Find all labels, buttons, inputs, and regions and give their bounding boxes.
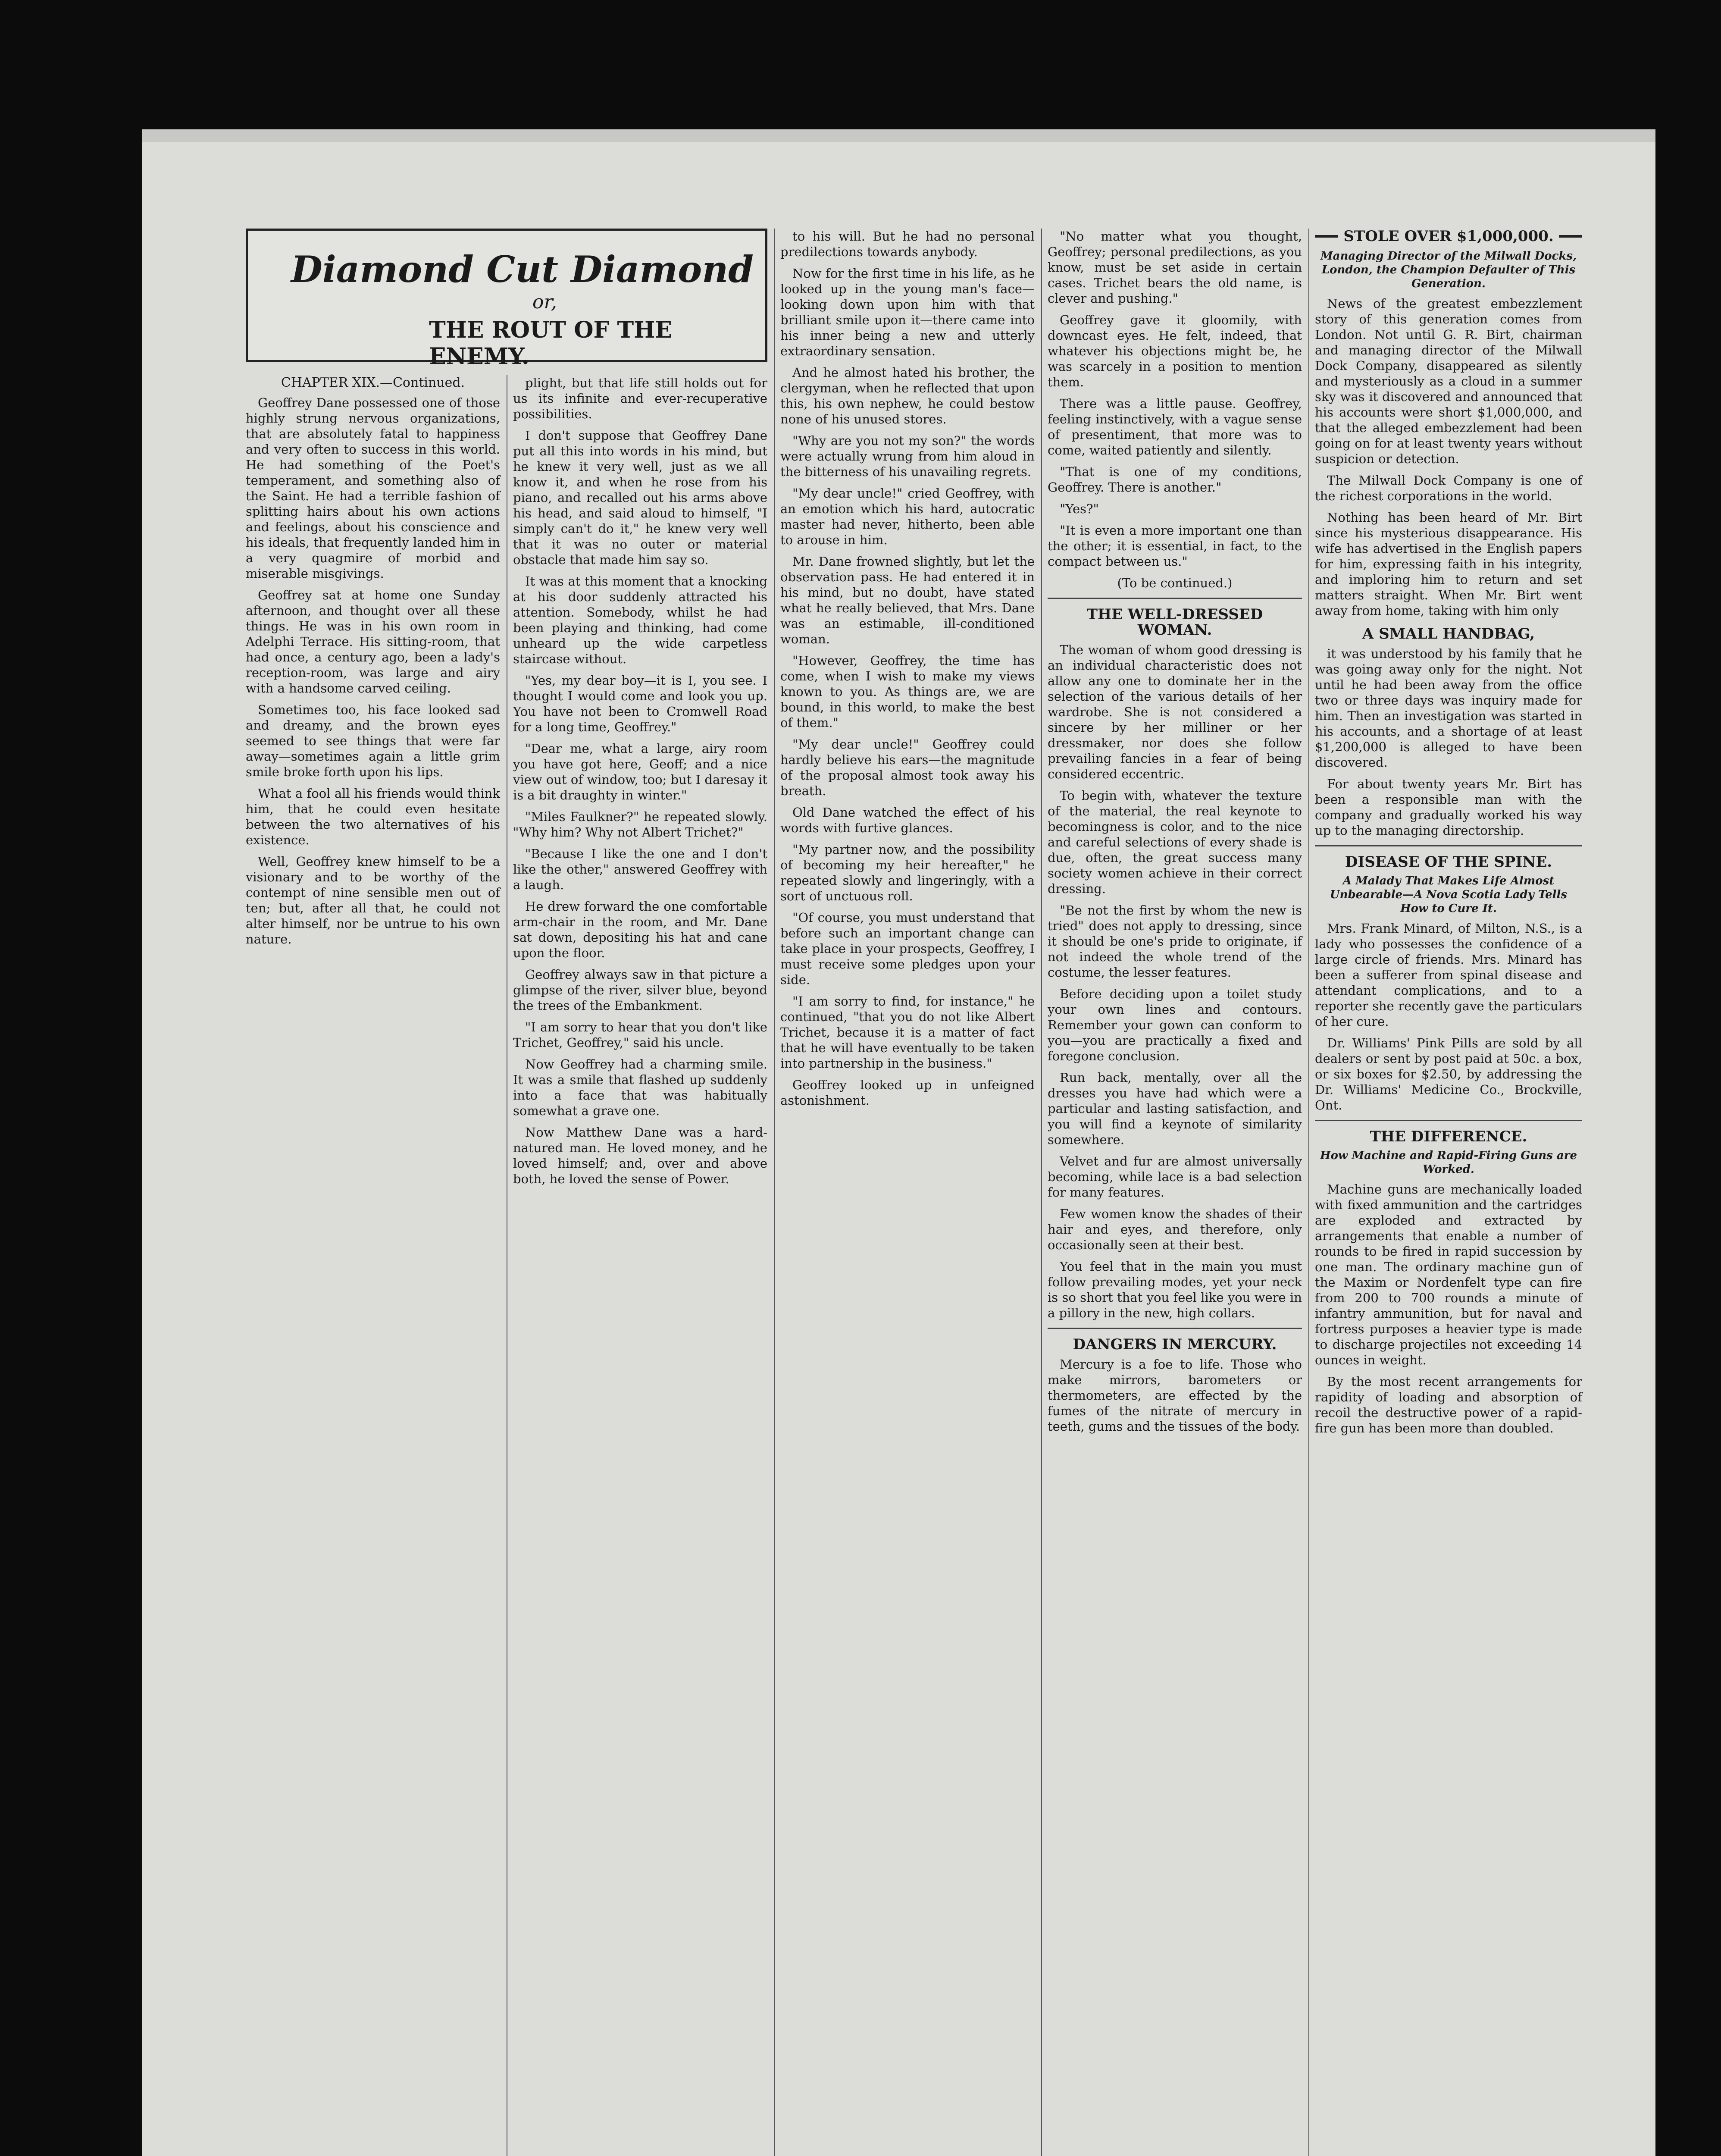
divider [1048, 1328, 1302, 1329]
paragraph: News of the greatest embezzlement story of this generation comes from London. Not until G. R. Birt, chairman and managing director of the Milwall Dock Company, disappeared as silently and mysteriously as a cloud in a summer sky was it discovered and announced that his accounts were short $1,000,000, and that the alleged embezzlement had been going on for at least twenty years without suspicion or detection. [1315, 296, 1582, 466]
paragraph: Old Dane watched the effect of his words with furtive glances. [780, 805, 1035, 835]
paragraph: The Milwall Dock Company is one of the richest corporations in the world. [1315, 473, 1582, 503]
paragraph: it was understood by his family that he was going away only for the night. Not until he had been away from the office two or three days was inquiry made for him. Then an investigation was started in his accounts, and a shortage of at least $1,200,000 is alleged to have been discovered. [1315, 646, 1582, 770]
paragraph: "My dear uncle!" cried Geoffrey, with an emotion which his hard, autocratic master had never, hitherto, been able to arouse in him. [780, 486, 1035, 547]
paragraph: Mercury is a foe to life. Those who make mirrors, barometers or thermometers, are effected by the fumes of the nitrate of mercury in teeth, gums and the tissues of the body. [1048, 1357, 1302, 1434]
column-rule [1308, 229, 1309, 2156]
newspaper-columns [246, 229, 1668, 2156]
column-1 [246, 375, 500, 953]
divider [1048, 598, 1302, 599]
paragraph: Now Matthew Dane was a hard-natured man. He loved money, and he loved himself; and, over and above both, he loved the sense of Power. [513, 1125, 767, 1186]
paragraph: And he almost hated his brother, the clergyman, when he reflected that upon this, his own nephew, he could bestow none of his unused stores. [780, 365, 1035, 426]
paragraph: Dr. Williams' Pink Pills are sold by all dealers or sent by post paid at 50c. a box, or six boxes for $2.50, by addressing the Dr. Williams' Medicine Co., Brockville, Ont. [1315, 1036, 1582, 1112]
paragraph: "Dear me, what a large, airy room you have got here, Geoff; and a nice view out of window, too; but I daresay it is a bit draughty in winter." [513, 741, 767, 802]
divider [1315, 1120, 1582, 1121]
article-headline: STOLE OVER $1,000,000. [1343, 228, 1554, 245]
paragraph: I don't suppose that Geoffrey Dane put all this into words in his mind, but he knew it very well, just as we all know it, and when he rose from his piano, and recalled out his arms above his head, and said aloud to himself, "I simply can't do it," he knew very well that it was no outer or material obstacle that made him say so. [513, 428, 767, 567]
paragraph: "My partner now, and the possibility of becoming my heir hereafter," he repeated slowly and lingeringly, with a sort of unctuous roll. [780, 842, 1035, 903]
serial-title: Diamond Cut Diamond [291, 248, 754, 291]
headline-rule [1315, 235, 1338, 238]
paragraph: There was a little pause. Geoffrey, feeling instinctively, with a vague sense of presentiment, that more was to come, waited patiently and silently. [1048, 396, 1302, 458]
article-headline: THE WELL-DRESSED WOMAN. [1086, 606, 1263, 639]
paragraph: You feel that in the main you must follow prevailing modes, yet your neck is so short that you feel like you were in a pillory in the new, high collars. [1048, 1259, 1302, 1320]
article-subhead: Managing Director of the Milwall Docks, London, the Champion Defaulter of This Generation. [1320, 250, 1577, 290]
paragraph: By the most recent arrangements for rapidity of loading and absorption of recoil the destructive power of a rapid-fire gun has been more than doubled. [1315, 1374, 1582, 1435]
paragraph: Before deciding upon a toilet study your own lines and contours. Remember your gown can conform to you—you are practically a fixed and foregone conclusion. [1048, 987, 1302, 1063]
newspaper-page [142, 129, 1655, 2156]
paragraph: "I am sorry to hear that you don't like Trichet, Geoffrey," said his uncle. [513, 1020, 767, 1050]
paragraph: "It is even a more important one than the other; it is essential, in fact, to the compact between us." [1048, 523, 1302, 569]
article-headline: DANGERS IN MERCURY. [1073, 1336, 1277, 1353]
column-4 [1048, 229, 1302, 1440]
paragraph: Well, Geoffrey knew himself to be a visionary and to be worthy of the contempt of nine sensible men out of ten; but, after all that, he could not alter himself, nor be untrue to his own nature. [246, 854, 500, 946]
paragraph: Nothing has been heard of Mr. Birt since his mysterious disappearance. His wife has advertised in the English papers for him, expressing faith in his integrity, and imploring him to return and set matters straight. When Mr. Birt went away from home, taking with him only [1315, 510, 1582, 618]
paragraph: Few women know the shades of their hair and eyes, and therefore, only occasionally seen at their best. [1048, 1206, 1302, 1252]
paragraph: "Because I like the one and I don't like the other," answered Geoffrey with a laugh. [513, 846, 767, 892]
paragraph: Sometimes too, his face looked sad and dreamy, and the brown eyes seemed to see things that were far away—sometimes again a little grim smile broke forth upon his lips. [246, 702, 500, 779]
paragraph: Machine guns are mechanically loaded with fixed ammunition and the cartridges are exploded and extracted by arrangements that enable a number of rounds to be fired in rapid succession by one man. The ordinary machine gun of the Maxim or Nordenfelt type can fire from 200 to 700 rounds a minute of infantry ammunition, but for naval and fortress purposes a heavier type is made to discharge projectiles not exceeding 14 ounces in weight. [1315, 1182, 1582, 1367]
paragraph: "My dear uncle!" Geoffrey could hardly believe his ears—the magnitude of the proposal almost took away his breath. [780, 737, 1035, 798]
paragraph: "That is one of my conditions, Geoffrey. There is another." [1048, 464, 1302, 495]
paragraph: plight, but that life still holds out for us its infinite and ever-recuperative possibilities. [513, 376, 767, 421]
paragraph: Geoffrey always saw in that picture a glimpse of the river, silver blue, beyond the trees of the Embankment. [513, 967, 767, 1013]
paragraph: "Why are you not my son?" the words were actually wrung from him aloud in the bitterness of his unavailing regrets. [780, 433, 1035, 479]
paragraph: The woman of whom good dressing is an individual characteristic does not allow any one to dominate her in the selection of the various details of her wardrobe. She is not considered a sincere by her milliner or her dressmaker, nor does she follow prevailing fancies in a fear of being considered eccentric. [1048, 642, 1302, 781]
headline-rule [1559, 235, 1582, 238]
paragraph: "I am sorry to find, for instance," he continued, "that you do not like Albert Trichet, because it is a matter of fact that he will have eventually to be taken into partnership in the business." [780, 994, 1035, 1071]
paragraph: Velvet and fur are almost universally becoming, while lace is a bad selection for many features. [1048, 1154, 1302, 1200]
paragraph: He drew forward the one comfortable arm-chair in the room, and Mr. Dane sat down, depositing his hat and cane upon the floor. [513, 899, 767, 960]
paragraph: What a fool all his friends would think him, that he could even hesitate between the two alternatives of his existence. [246, 786, 500, 847]
paragraph: It was at this moment that a knocking at his door suddenly attracted his attention. Somebody, whilst he had been playing and thinking, had come unheard up the wide carpetless staircase without. [513, 574, 767, 666]
column-rule [1041, 229, 1042, 2156]
paragraph: Now for the first time in his life, as he looked up in the young man's face—looking down upon him with that brilliant smile upon it—there came into his inner being a new and utterly extraordinary sensation. [780, 266, 1035, 358]
paragraph: To begin with, whatever the texture of the material, the real keynote to becomingness is color, and to the nice and careful selections of every shade is due, often, the great success many society women achieve in their correct dressing. [1048, 788, 1302, 896]
column-5 [1315, 229, 1582, 1442]
paragraph: Geoffrey gave it gloomily, with downcast eyes. He felt, indeed, that whatever his objections might be, he was scarcely in a position to mention them. [1048, 313, 1302, 389]
article-headline: DISEASE OF THE SPINE. [1345, 853, 1552, 871]
paragraph: Mrs. Frank Minard, of Milton, N.S., is a lady who possesses the confidence of a large circle of friends. Mrs. Minard has been a sufferer from spinal disease and attendant complications, and to a reporter she recently gave the particulars of her cure. [1315, 921, 1582, 1029]
paragraph: "No matter what you thought, Geoffrey; personal predilections, as you know, must be set aside in certain cases. Trichet bears the old name, is clever and pushing." [1048, 229, 1302, 306]
article-headline: THE DIFFERENCE. [1370, 1128, 1527, 1145]
serial-subtitle: THE ROUT OF THE ENEMY. [429, 317, 673, 370]
divider [1315, 845, 1582, 846]
paragraph: "Miles Faulkner?" he repeated slowly. "Why him? Why not Albert Trichet?" [513, 809, 767, 840]
to-be-continued: (To be continued.) [1117, 576, 1233, 590]
article-subhead: How Machine and Rapid-Firing Guns are Worked. [1320, 1149, 1577, 1176]
column-rule [774, 229, 775, 2156]
paragraph: Run back, mentally, over all the dresses you have had which were a particular and lasting satisfaction, and you will find a keynote of similarity somewhere. [1048, 1070, 1302, 1147]
paragraph: Geoffrey Dane possessed one of those highly strung nervous organizations, that are absolutely fatal to happiness and very often to success in this world. He had something of the Poet's temperament, and something also of the Saint. He had a terrible fashion of splitting hairs about his own actions and feelings, about his conscience and his ideals, that frequently landed him in a very quagmire of morbid and miserable misgivings. [246, 395, 500, 581]
serial-title-box [246, 229, 767, 370]
paragraph: "However, Geoffrey, the time has come, when I wish to make my views known to you. As things are, we are bound, in this world, to make the best of them." [780, 653, 1035, 730]
paragraph: "Of course, you must understand that before such an important change can take place in your prospects, Geoffrey, I must receive some pledges upon your side. [780, 910, 1035, 987]
paragraph: to his will. But he had no personal predilections towards anybody. [780, 229, 1035, 259]
paragraph: "Yes?" [1060, 501, 1099, 516]
paragraph: Geoffrey sat at home one Sunday afternoon, and thought over all these things. He was in his own room in Adelphi Terrace. His sitting-room, that had once, a century ago, been a lady's reception-room, was large and airy with a handsome carved ceiling. [246, 588, 500, 696]
serial-title-or: or, [532, 291, 557, 313]
paragraph: Mr. Dane frowned slightly, but let the observation pass. He had entered it in his mind, but no doubt, have stated what he really believed, that Mrs. Dane was an estimable, ill-conditioned woman. [780, 554, 1035, 646]
column-3 [780, 229, 1035, 1114]
article-headline: A SMALL HANDBAG, [1362, 625, 1535, 642]
article-subhead: A Malady That Makes Life Almost Unbearable—A Nova Scotia Lady Tells How to Cure It. [1330, 874, 1568, 915]
paragraph: Geoffrey looked up in unfeigned astonishment. [780, 1078, 1035, 1108]
paragraph: Now Geoffrey had a charming smile. It was a smile that flashed up suddenly into a face that was habitually somewhat a grave one. [513, 1057, 767, 1118]
column-2 [513, 375, 767, 1193]
chapter-heading: CHAPTER XIX.—Continued. [281, 375, 465, 390]
stole-headline-row [1315, 229, 1582, 244]
paragraph: "Yes, my dear boy—it is I, you see. I thought I would come and look you up. You have not been to Cromwell Road for a long time, Geoffrey." [513, 673, 767, 734]
paragraph: "Be not the first by whom the new is tried" does not apply to dressing, since it should be one's pride to originate, if not indeed the whole trend of the costume, the lesser features. [1048, 903, 1302, 980]
paragraph: For about twenty years Mr. Birt has been a responsible man with the company and gradually worked his way up to the managing directorship. [1315, 777, 1582, 838]
